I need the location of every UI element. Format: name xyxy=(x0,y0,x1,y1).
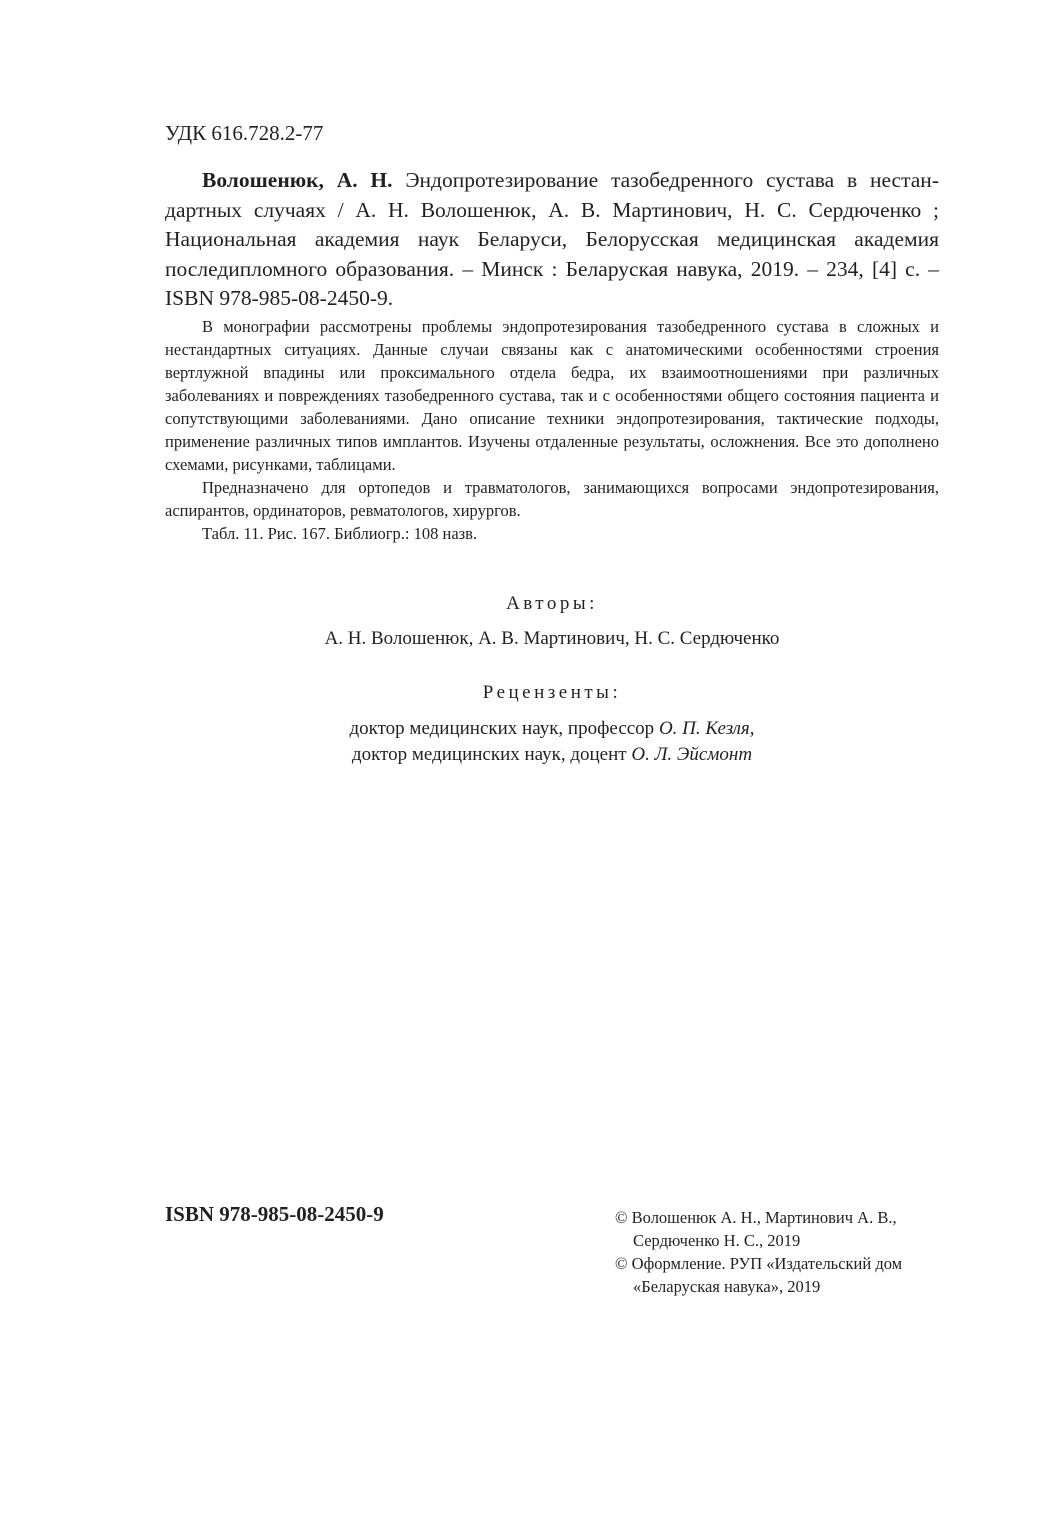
isbn: ISBN 978-985-08-2450-9 xyxy=(165,1202,384,1226)
reviewers-heading: Рецензенты: xyxy=(482,682,622,703)
abstract-paragraph-3: Табл. 11. Рис. 167. Библиогр.: 108 назв. xyxy=(202,524,478,543)
bibliographic-text: Эндопротезирование тазобедренного сустава в нестандартных случаях / А. Н. Волошенюк, А. В. Мартинович, Н. С. Сердюченко ; Национальная академия наук Беларуси, Белорусская медицинская академия последипломного образования. – Минск : Беларуская навука, 2019. – 234, [4] с. – ISBN 978-985-08-2450-9. xyxy=(165,168,939,310)
reviewer-2-title: доктор медицинских наук, доцент xyxy=(351,744,632,765)
authors-names: А. Н. Волошенюк, А. В. Мартинович, Н. С. Сердюченко xyxy=(324,628,780,649)
abstract xyxy=(165,315,939,545)
abstract-paragraph-1: В монографии рассмотрены проблемы эндопротезирования тазобедренного сустава в сложных и нестандартных ситуациях. Данные случаи связаны как с анатомическими особенностями строения вертлужной впадины или проксимального отдела бедра, их взаимоотношениями при различных заболеваниях и повреждениях тазобедренного сустава, так и с особенностями общего состояния пациента и сопутствующими заболеваниями. Дано описание техники эндопротезирования, тактические подходы, применение различных типов имплантов. Изучены отдаленные результаты, осложнения. Все это дополнено схемами, рисунками, таблицами. xyxy=(165,317,939,474)
udk-code: УДК 616.728.2-77 xyxy=(165,121,324,145)
copyright-design: © Оформление. РУП «Издательский дом «Беларуская навука», 2019 xyxy=(615,1254,903,1296)
authors-heading: Авторы: xyxy=(506,593,598,614)
reviewer-2 xyxy=(165,742,939,767)
abstract-paragraph-2: Предназначено для ортопедов и травматологов, занимающихся вопросами эндопротезирования, аспирантов, ординаторов, ревматологов, хирургов. xyxy=(165,478,939,520)
reviewer-1 xyxy=(165,716,939,741)
copyright-block xyxy=(615,1206,955,1298)
reviewer-2-name: О. Л. Эйсмонт xyxy=(631,744,753,765)
reviewer-1-end: , xyxy=(749,718,755,739)
bibliographic-description xyxy=(165,166,939,314)
copyright-authors: © Волошенюк А. Н., Мартинович А. В., Сердюченко Н. С., 2019 xyxy=(615,1208,897,1250)
reviewer-1-name: О. П. Кезля xyxy=(658,718,750,739)
author-name: Волошенюк, А. Н. xyxy=(202,168,393,192)
reviewer-1-title: доктор медицинских наук, профессор xyxy=(349,718,659,739)
